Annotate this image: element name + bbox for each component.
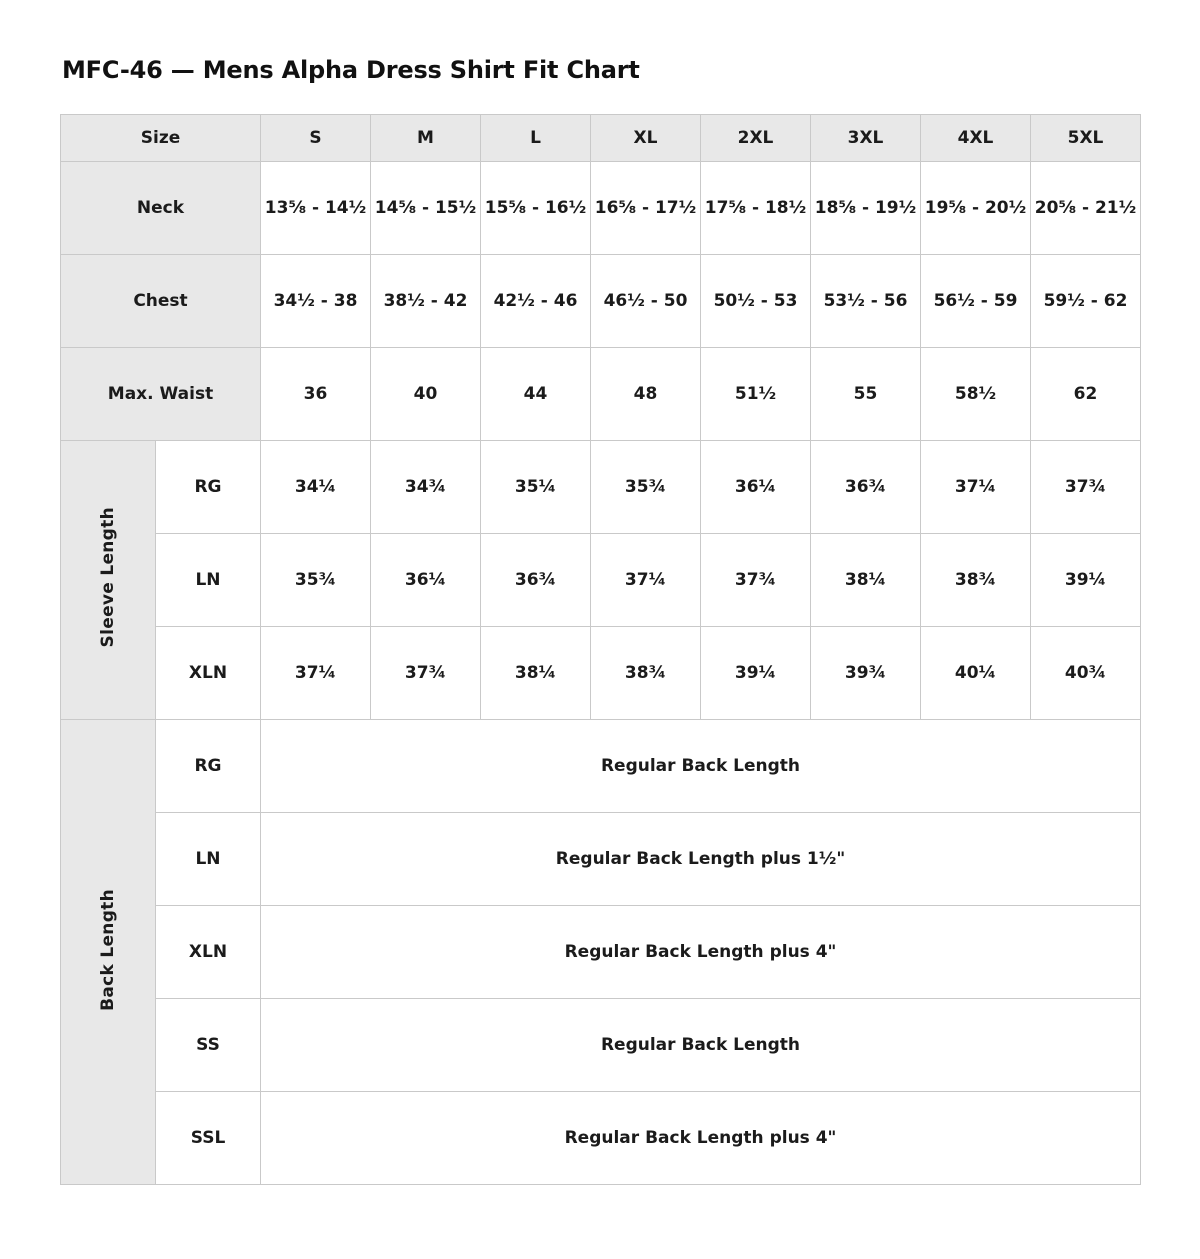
row-header-sleeve-ln: LN: [156, 534, 261, 627]
row-header-back-ss: SS: [156, 999, 261, 1092]
cell-sleeve-ln-l: 36¾: [481, 534, 591, 627]
column-header-xl: XL: [591, 115, 701, 162]
cell-neck-3xl: 18⅝ - 19½: [811, 162, 921, 255]
cell-waist-l: 44: [481, 348, 591, 441]
cell-chest-3xl: 53½ - 56: [811, 255, 921, 348]
row-header-back-ssl: SSL: [156, 1092, 261, 1185]
table-header-row: [61, 115, 1141, 162]
cell-sleeve-xln-2xl: 39¼: [701, 627, 811, 720]
cell-sleeve-ln-s: 35¾: [261, 534, 371, 627]
column-header-m: M: [371, 115, 481, 162]
row-header-max-waist: Max. Waist: [61, 348, 261, 441]
cell-sleeve-ln-2xl: 37¾: [701, 534, 811, 627]
row-header-sleeve-rg: RG: [156, 441, 261, 534]
cell-sleeve-xln-l: 38¼: [481, 627, 591, 720]
cell-back-ln-note: Regular Back Length plus 1½": [261, 813, 1141, 906]
table-row: [61, 1092, 1141, 1185]
row-header-back-xln: XLN: [156, 906, 261, 999]
cell-sleeve-ln-m: 36¼: [371, 534, 481, 627]
cell-neck-2xl: 17⅝ - 18½: [701, 162, 811, 255]
row-header-back-ln: LN: [156, 813, 261, 906]
cell-neck-l: 15⅝ - 16½: [481, 162, 591, 255]
table-row: [61, 255, 1141, 348]
cell-sleeve-rg-2xl: 36¼: [701, 441, 811, 534]
cell-neck-xl: 16⅝ - 17½: [591, 162, 701, 255]
table-row: [61, 348, 1141, 441]
cell-waist-4xl: 58½: [921, 348, 1031, 441]
cell-sleeve-rg-l: 35¼: [481, 441, 591, 534]
cell-sleeve-ln-4xl: 38¾: [921, 534, 1031, 627]
row-header-sleeve-xln: XLN: [156, 627, 261, 720]
cell-waist-2xl: 51½: [701, 348, 811, 441]
cell-sleeve-xln-5xl: 40¾: [1031, 627, 1141, 720]
cell-neck-m: 14⅝ - 15½: [371, 162, 481, 255]
page-title: MFC-46 — Mens Alpha Dress Shirt Fit Chart: [62, 56, 640, 84]
cell-sleeve-rg-s: 34¼: [261, 441, 371, 534]
cell-chest-2xl: 50½ - 53: [701, 255, 811, 348]
column-header-4xl: 4XL: [921, 115, 1031, 162]
table-row: [61, 813, 1141, 906]
column-header-3xl: 3XL: [811, 115, 921, 162]
cell-chest-s: 34½ - 38: [261, 255, 371, 348]
cell-neck-5xl: 20⅝ - 21½: [1031, 162, 1141, 255]
table-row: [61, 534, 1141, 627]
cell-sleeve-rg-4xl: 37¼: [921, 441, 1031, 534]
cell-sleeve-xln-3xl: 39¾: [811, 627, 921, 720]
group-header-back-length: [61, 720, 156, 1185]
cell-sleeve-rg-3xl: 36¾: [811, 441, 921, 534]
column-header-2xl: 2XL: [701, 115, 811, 162]
cell-chest-m: 38½ - 42: [371, 255, 481, 348]
row-header-back-rg: RG: [156, 720, 261, 813]
column-header-5xl: 5XL: [1031, 115, 1141, 162]
cell-chest-5xl: 59½ - 62: [1031, 255, 1141, 348]
cell-sleeve-ln-xl: 37¼: [591, 534, 701, 627]
cell-sleeve-rg-xl: 35¾: [591, 441, 701, 534]
cell-waist-xl: 48: [591, 348, 701, 441]
cell-waist-m: 40: [371, 348, 481, 441]
cell-sleeve-xln-m: 37¾: [371, 627, 481, 720]
cell-sleeve-xln-xl: 38¾: [591, 627, 701, 720]
cell-sleeve-xln-s: 37¼: [261, 627, 371, 720]
cell-waist-5xl: 62: [1031, 348, 1141, 441]
cell-sleeve-ln-5xl: 39¼: [1031, 534, 1141, 627]
cell-sleeve-ln-3xl: 38¼: [811, 534, 921, 627]
table-row: [61, 999, 1141, 1092]
table-row: [61, 162, 1141, 255]
column-header-s: S: [261, 115, 371, 162]
table-row: [61, 720, 1141, 813]
cell-neck-s: 13⅝ - 14½: [261, 162, 371, 255]
group-header-sleeve-length: [61, 441, 156, 720]
column-header-l: L: [481, 115, 591, 162]
cell-waist-s: 36: [261, 348, 371, 441]
cell-neck-4xl: 19⅝ - 20½: [921, 162, 1031, 255]
cell-chest-4xl: 56½ - 59: [921, 255, 1031, 348]
cell-waist-3xl: 55: [811, 348, 921, 441]
table-row: [61, 906, 1141, 999]
column-header-size: Size: [61, 115, 261, 162]
cell-back-ssl-note: Regular Back Length plus 4": [261, 1092, 1141, 1185]
row-header-neck: Neck: [61, 162, 261, 255]
cell-chest-l: 42½ - 46: [481, 255, 591, 348]
cell-sleeve-rg-m: 34¾: [371, 441, 481, 534]
cell-back-rg-note: Regular Back Length: [261, 720, 1141, 813]
row-header-chest: Chest: [61, 255, 261, 348]
table-row: [61, 441, 1141, 534]
cell-chest-xl: 46½ - 50: [591, 255, 701, 348]
table-row: [61, 627, 1141, 720]
group-header-back-length-label: Back Length: [98, 888, 118, 1011]
group-header-sleeve-length-label: Sleeve Length: [98, 507, 118, 648]
cell-back-ss-note: Regular Back Length: [261, 999, 1141, 1092]
cell-sleeve-xln-4xl: 40¼: [921, 627, 1031, 720]
cell-back-xln-note: Regular Back Length plus 4": [261, 906, 1141, 999]
fit-chart-table: [60, 114, 1141, 1185]
cell-sleeve-rg-5xl: 37¾: [1031, 441, 1141, 534]
